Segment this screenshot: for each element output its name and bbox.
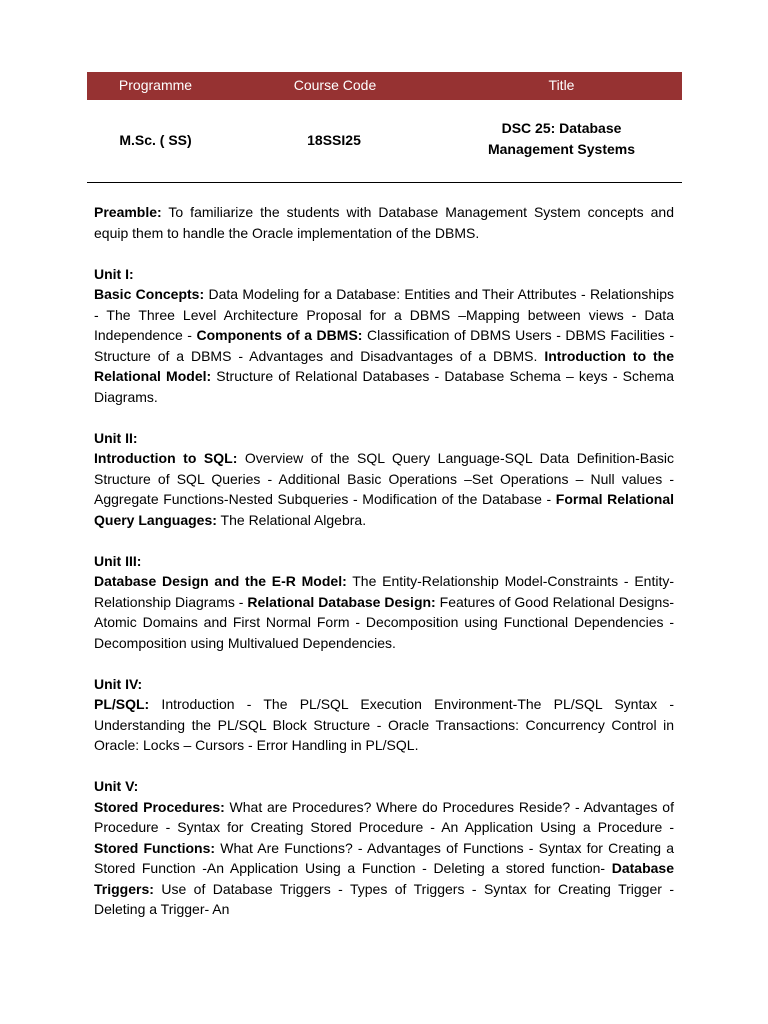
unit-3-content	[94, 571, 674, 653]
unit-1-text-3: Structure of Relational Databases - Database Schema – keys - Schema Diagrams.	[94, 368, 674, 405]
unit-3-topic-2: Relational Database Design:	[247, 593, 436, 610]
unit-2-heading: Unit II:	[94, 429, 138, 446]
unit-3-text-2: Features of Good Relational Designs- Atomic Domains and First Normal Form - Decomposition using Functional Dependencies - Decomposition using Multivalued Dependencies.	[94, 593, 674, 651]
preamble-text: To familiarize the students with Database Management System concepts and equip them to handle the Oracle implementation of the DBMS.	[94, 204, 674, 241]
spacer	[94, 653, 674, 674]
unit-2-text-1: Overview of the SQL Query Language-SQL Data Definition-Basic Structure of SQL Queries - Additional Basic Operations –Set Operations – Null values - Aggregate Functions-Nested Subqueries - Modification of the Database -	[94, 450, 674, 507]
spacer	[94, 530, 674, 551]
preamble	[94, 202, 674, 243]
unit-3-topic-1: Database Design and the E-R Model:	[94, 573, 347, 589]
unit-4-text-1: Introduction - The PL/SQL Execution Environment-The PL/SQL Syntax - Understanding the PL/SQL Block Structure - Oracle Transactions: Concurrency Control in Oracle: Locks – Cursors - Error Handling in PL/SQL.	[94, 696, 674, 753]
unit-5-text-1: What are Procedures? Where do Procedures Reside? - Advantages of Procedure - Syntax for Creating Stored Procedure - An Application Using a Procedure -	[94, 798, 674, 835]
unit-4-content	[94, 694, 674, 756]
course-title-value	[475, 118, 648, 160]
unit-5-topic-1: Stored Procedures:	[94, 798, 225, 815]
unit-4-heading: Unit IV:	[94, 675, 143, 692]
syllabus-body	[94, 202, 674, 920]
course-title-line-1: DSC 25: Database	[501, 120, 622, 136]
course-table-header	[87, 72, 682, 100]
unit-1-content	[94, 284, 674, 407]
table-divider	[87, 182, 682, 183]
unit-4-topic-1: PL/SQL:	[94, 696, 150, 712]
unit-3-text-1: The Entity-Relationship Model-Constraints - Entity-Relationship Diagrams -	[94, 573, 674, 610]
unit-1-text-1: Data Modeling for a Database: Entities and Their Attributes - Relationships - The Three Level Architecture Proposal for a DBMS –Mapping between views - Data Independence -	[94, 286, 674, 343]
unit-2-text-2: The Relational Algebra.	[216, 511, 367, 528]
unit-1-topic-1: Basic Concepts:	[94, 286, 205, 302]
unit-1-heading: Unit I:	[94, 265, 134, 282]
unit-5-heading: Unit V:	[94, 778, 139, 794]
unit-2-topic-2: Formal Relational Query Languages:	[94, 491, 674, 528]
unit-5-text-3: Use of Database Triggers - Types of Triggers - Syntax for Creating Trigger - Deleting a Trigger- An	[94, 880, 674, 917]
spacer	[94, 407, 674, 428]
unit-5-topic-3: Database Triggers:	[94, 860, 674, 897]
unit-1-text-2: Classification of DBMS Users - DBMS Facilities - Structure of a DBMS - Advantages and Disadvantages of a DBMS.	[94, 327, 674, 364]
header-programme: Programme	[118, 77, 193, 93]
unit-1-topic-2: Components of a DBMS:	[196, 327, 363, 343]
unit-3-heading: Unit III:	[94, 552, 142, 569]
unit-2-content	[94, 448, 674, 530]
unit-2-topic-1: Introduction to SQL:	[94, 450, 238, 466]
programme-value: M.Sc. ( SS)	[119, 132, 192, 148]
unit-1-topic-3: Introduction to the Relational Model:	[94, 347, 674, 384]
spacer	[94, 243, 674, 264]
header-course-code: Course Code	[293, 77, 377, 93]
unit-5-content	[94, 797, 674, 920]
unit-5-text-2: What Are Functions? - Advantages of Functions - Syntax for Creating a Stored Function -An Application Using a Function - Deleting a stored function-	[94, 839, 674, 876]
preamble-label: Preamble:	[94, 204, 162, 220]
course-title-line-2: Management Systems	[487, 141, 636, 157]
course-code-value: 18SSI25	[307, 132, 361, 148]
header-title: Title	[548, 77, 575, 93]
unit-5-topic-2: Stored Functions:	[94, 839, 216, 856]
spacer	[94, 756, 674, 777]
